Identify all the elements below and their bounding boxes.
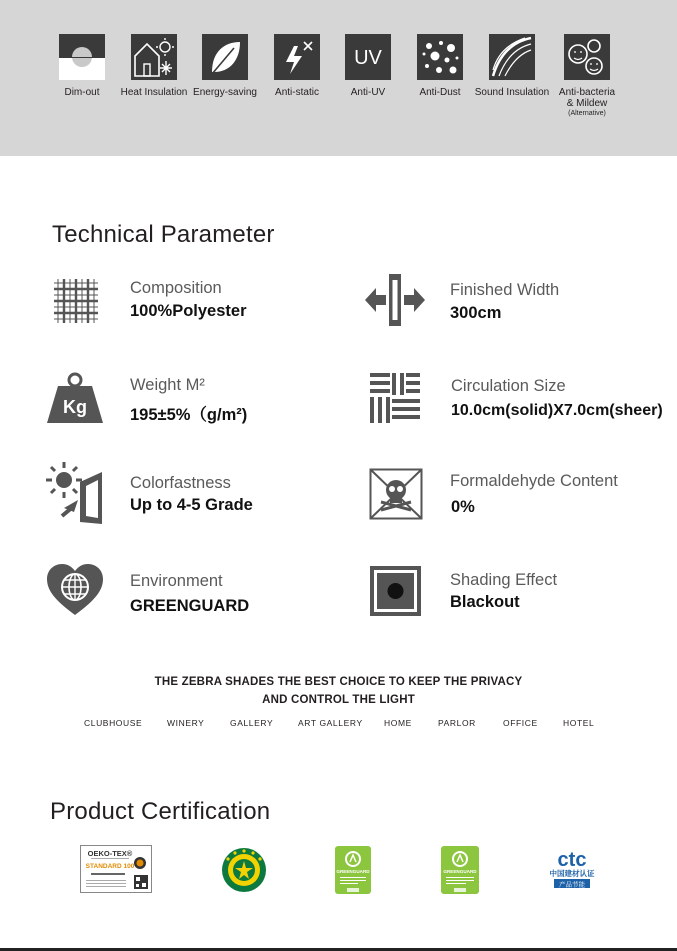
feature-label: Energy-saving <box>193 87 257 98</box>
energy-saving-leaf-icon <box>202 34 248 80</box>
feature-label: Heat Insulation <box>120 87 188 98</box>
sound-insulation-icon <box>489 34 535 80</box>
width-arrows-icon <box>364 272 426 328</box>
param-label: Environment <box>130 572 223 590</box>
svg-text:ctc: ctc <box>557 849 587 871</box>
param-label: Composition <box>130 279 222 297</box>
feature-anti-uv <box>330 34 406 98</box>
svg-text:OEKO-TEX®: OEKO-TEX® <box>87 849 133 858</box>
param-label: Colorfastness <box>130 474 231 492</box>
slogan-line-1: THE ZEBRA SHADES THE BEST CHOICE TO KEEP THE PRIVACY <box>154 676 523 688</box>
anti-bacteria-icon <box>564 34 610 80</box>
feature-heat-insulation <box>116 34 192 98</box>
feature-label: Dim-out <box>64 87 100 98</box>
feature-sound-insulation <box>474 34 550 98</box>
place-office: OFFICE <box>503 718 538 728</box>
blackout-square-icon <box>369 565 422 617</box>
svg-text:GREENGUARD: GREENGUARD <box>443 869 477 874</box>
greenguard-logo-1 <box>335 846 371 894</box>
svg-text:GREENGUARD: GREENGUARD <box>336 869 370 874</box>
dim-out-icon <box>59 34 105 80</box>
feature-band <box>0 0 677 156</box>
feature-note: (Alternative) <box>568 110 606 117</box>
param-label: Shading Effect <box>450 571 558 589</box>
place-clubhouse: CLUBHOUSE <box>84 718 143 728</box>
feature-anti-bacteria <box>549 34 625 118</box>
feature-label: Anti-Dust <box>419 87 461 98</box>
anti-dust-icon <box>417 34 463 80</box>
feature-label-2: & Mildew <box>566 98 608 109</box>
kg-weight-icon <box>46 372 104 424</box>
svg-text:产品节能: 产品节能 <box>559 880 585 889</box>
place-art-gallery: ART GALLERY <box>298 718 363 728</box>
place-home: HOME <box>384 718 412 728</box>
place-gallery: GALLERY <box>230 718 274 728</box>
anti-static-icon <box>274 34 320 80</box>
param-label: Circulation Size <box>451 377 566 395</box>
skull-crossed-icon <box>369 468 423 520</box>
feature-label: Anti-UV <box>350 87 386 98</box>
feature-anti-static <box>259 34 335 98</box>
svg-text:STANDARD 100: STANDARD 100 <box>85 863 135 870</box>
feature-dim-out <box>44 34 120 98</box>
sun-fabric-icon <box>44 460 106 528</box>
oeko-tex-logo <box>80 845 152 893</box>
param-label: Weight M² <box>130 376 205 394</box>
slogan-line-2: AND CONTROL THE LIGHT <box>262 694 415 706</box>
anti-uv-icon <box>345 34 391 80</box>
svg-text:Kg: Kg <box>63 397 87 417</box>
heat-insulation-icon <box>131 34 177 80</box>
feature-anti-dust <box>402 34 478 98</box>
feature-label: Anti-static <box>275 87 319 98</box>
technical-parameter-title: Technical Parameter <box>52 221 275 248</box>
feature-energy-saving <box>187 34 263 98</box>
param-value: 100%Polyester <box>130 302 247 320</box>
param-value: GREENGUARD <box>130 597 250 615</box>
param-label: Formaldehyde Content <box>450 472 618 490</box>
product-certification-title: Product Certification <box>50 798 271 825</box>
feature-label: Sound Insulation <box>474 87 550 98</box>
svg-text:UV: UV <box>354 47 382 69</box>
param-value: 300cm <box>450 304 502 322</box>
param-value: 0% <box>451 498 475 516</box>
param-label: Finished Width <box>450 281 560 299</box>
greenguard-logo-2 <box>441 846 479 894</box>
place-hotel: HOTEL <box>563 718 595 728</box>
place-winery: WINERY <box>167 718 205 728</box>
ctc-certification-logo <box>546 849 598 889</box>
place-parlor: PARLOR <box>438 718 476 728</box>
zebra-pattern-icon <box>370 373 420 423</box>
heart-globe-icon <box>46 563 104 617</box>
svg-text:中国建材认证: 中国建材认证 <box>549 869 595 878</box>
feature-label: Anti-bacteria <box>558 87 616 98</box>
param-value: Up to 4-5 Grade <box>130 496 253 514</box>
china-environmental-label-logo <box>221 847 267 893</box>
weave-icon <box>52 277 100 325</box>
param-value: 195±5%（g/m²) <box>130 406 248 424</box>
param-value: 10.0cm(solid)X7.0cm(sheer) <box>451 402 663 419</box>
param-value: Blackout <box>450 593 520 611</box>
